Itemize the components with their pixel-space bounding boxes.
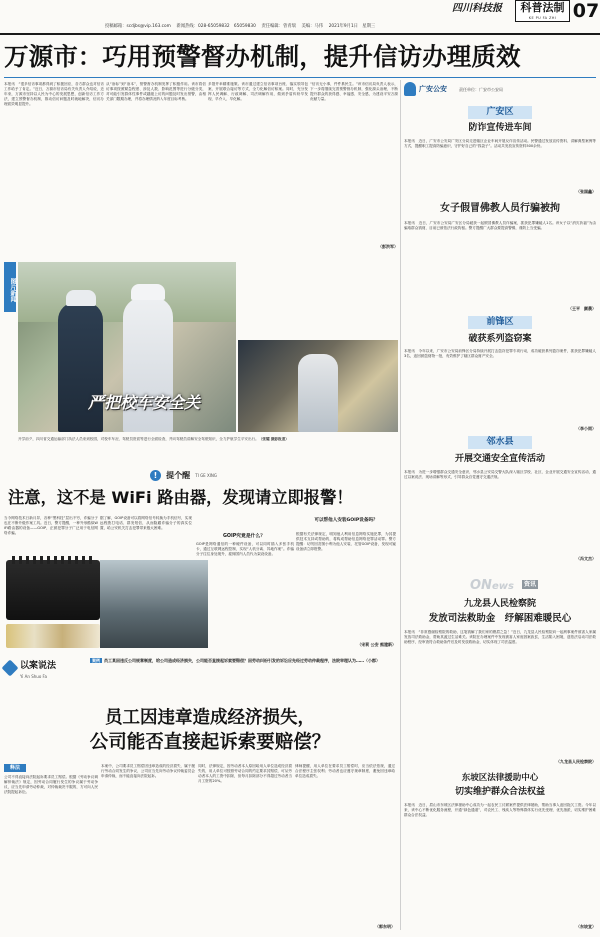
goip-device-image [6, 560, 100, 620]
sidebar-divider [400, 80, 401, 930]
news-logo-badge: 资讯 [524, 581, 537, 588]
news-h1-line-2: 发放司法救助金 纾解困难暖民心 [428, 613, 572, 624]
section-title: 科普法制 [520, 1, 565, 14]
case-author: （郭东明） [375, 924, 395, 929]
case-body-col-3: 同时，法律规定，因劳动者本人原因给用人单位造成经济损失的，用人单位可按照劳动合同的约定要求其赔偿，可从劳动者本人的工资中扣除，但每月扣除部分不得超过劳动者当月工资的20%。 [198, 764, 292, 784]
sidebar-brand-sub: 责任单位：广安市公安局 [459, 87, 503, 92]
page-number: 07 [572, 0, 600, 22]
sidebar-s2-title: 女子假冒佛教人员行骗被拘 [440, 203, 560, 214]
lead-body-col-4: “信访无小事，件件系民生。”该市信访局负责人表示，下一步将继续完善预警督办机制，强化源头治理，不断提升群众的获得感、幸福感、安全感，为建设平安万源贡献力量。 [310, 82, 398, 102]
news-h2-line-1: 东坡区法律援助中心 [461, 773, 539, 783]
photo-cap-right [131, 284, 165, 300]
news-h2-line-2: 切实维护群众合法权益 [454, 787, 545, 797]
section-pinyin: KE PU FA ZHI [528, 16, 557, 20]
news-s2-body: 本报讯 近日，眉山市东坡区法律援助中心成功为一起农民工讨薪案件提供法律援助，帮助当事人追回拖欠工资。今年以来，该中心不断优化服务流程，开通“绿色通道”，对农民工、残疾人等特殊群体实行优先受理、优先指派，切实维护困难群众合法权益。 [404, 803, 596, 818]
news-logo-on: ON [470, 578, 492, 593]
lead-rule [4, 77, 596, 78]
case-headline-2: 公司能否直接起诉索要赔偿？ [89, 732, 331, 753]
lead-body-col-3: 多措并举精准施策。该市通过建立信访事项台账、落实领导包案、开展联合接访等方式，全力化解信访积案。同时，充分发挥人民调解、行政调解、司法调解作用，做到矛盾纠纷早发现、早介入、早化解。 [208, 82, 308, 102]
photo-caption-text: 开学前夕，四川省交通运输部门执法人员来到校园，对校车车况、驾驶员资质等进行全面检查，并向驾驶员讲解安全驾驶知识，全力护航学生平安出行。 [18, 437, 259, 441]
sidebar-brand-title: 广安公安 [419, 85, 447, 93]
photo-overlay-text: 严把校车安全关 [88, 393, 201, 412]
police-badge-icon [404, 82, 416, 96]
case-label-box [4, 658, 74, 690]
lead-author: （彭洪军） [378, 244, 398, 249]
photo-main [18, 262, 236, 432]
email-label: 投稿邮箱：scdjbs@vip.163.com [105, 24, 171, 29]
masthead [0, 0, 600, 38]
editor-label: 责任编辑：曾青瑞 [261, 24, 296, 29]
wifi-subhead-1: GOIP究竟是什么？ [222, 534, 266, 539]
masthead-info-line [105, 23, 445, 31]
news-s1-author: （九龙县人民检察院） [556, 759, 596, 764]
case-label: 以案说法 [20, 661, 57, 671]
sidebar-s1-author: （张国鑫） [576, 189, 596, 194]
tip-kicker [150, 465, 270, 479]
sidebar-s4-author: （冯文杰） [576, 556, 596, 561]
goip-rack-image [100, 560, 208, 648]
photo-inset-figure [298, 354, 338, 432]
sidebar-brand [404, 80, 596, 100]
goip-sim-cards-image [6, 624, 100, 648]
sidebar-tag-guangan: 广安区 [468, 106, 532, 119]
masthead-rule [0, 33, 600, 35]
wifi-body-col-1: 当今网络技术日新月异，各种“黑科技”层出不穷，诈骗分子也在不断升级作案工具。近日，警方提醒，一种外形酷似WiFi路由器的设备——GOIP，正被犯罪分子广泛用于电信网络诈骗。 [4, 516, 98, 536]
designer-label: 美编：马伟 [301, 24, 324, 29]
case-intro-tag: 案例 [92, 658, 100, 663]
gavel-icon [2, 660, 19, 677]
case-headline-1: 员工因违章造成经济损失， [105, 708, 315, 728]
goip-antennas [12, 556, 94, 564]
wifi-body-col-2: 据了解，GOIP设备可以将网络信号转换为手机信号，实现远程拨打电话、群发短信，从而隐藏诈骗分子的真实位置，给公安机关打击犯罪带来极大困难。 [100, 516, 192, 531]
case-body-col-1: 公司不得直接向法院起诉要求员工赔偿。根据《劳动争议调解仲裁法》规定，因劳动合同履行发生的争议属于劳动争议，应当先申请劳动仲裁，对仲裁裁决不服的，方可向人民法院提起诉讼。 [4, 775, 98, 795]
tip-icon: ! [150, 470, 161, 481]
sidebar-s1-title: 防诈宣传进车间 [468, 123, 532, 133]
case-intro-text: 员工某因违反公司规章制度，给公司造成经济损失，公司能否直接起诉索要赔偿？因劳动纠纷引发的诉讼应先经过劳动仲裁程序，法院审理认为…… [104, 658, 364, 663]
tip-kicker-label: 提个醒 [166, 471, 191, 480]
case-body-col-4: 律师提醒，用人单位在要求员工赔偿时，应当依法依规，通过合法程序主张权利；劳动者也应遵守规章制度，避免因违章给单位造成损失。 [295, 764, 395, 779]
sidebar-s2-author: （王平 颜晨） [568, 306, 596, 311]
news-s1-body: 本报讯 “非常感谢检察院的救助，这笔钱解了我们家的燃眉之急！”近日，九龙县人民检察院向一起刑事案件被害人家属发放司法救助金，帮助其渡过生活难关。该院在办理案件中发现被害人家庭因案致贫，生活陷入困境，遂依法启动司法救助程序，经审查符合救助条件后及时发放救助金，切实体现了司法温度。 [404, 630, 596, 645]
photo-news-label-text: 图片新闻 [9, 277, 16, 302]
news-s2-author: （东坡宣） [576, 924, 596, 929]
sidebar-s4-title: 开展交通安全宣传活动 [454, 454, 545, 464]
sidebar-s4-body: 本报讯 为进一步增强群众交通安全意识，邻水县公安局交警大队深入辖区学校、社区、企业开展交通安全宣传活动，通过以案说法、现场讲解等形式，引导群众自觉遵守交通法规。 [404, 470, 596, 480]
wifi-headline: 注意，这不是 WiFi 路由器，发现请立即报警！ [8, 488, 353, 507]
wifi-body-col-4: 根据有关法律规定，明知他人利用信息网络实施犯罪，为其提供技术支持或帮助的，将构成帮助信息网络犯罪活动罪。警方提醒：切勿因贪图小利为他人安装、托管GOIP设备，发现可疑设备请立即报警。 [296, 532, 396, 552]
photo-cap-left [66, 290, 96, 306]
lead-headline: 万源市：巧用预警督办机制，提升信访办理质效 [4, 42, 521, 71]
sidebar-s3-title: 破获系列盗窃案 [468, 334, 532, 344]
paper-name: 四川科技报 [452, 3, 502, 14]
wifi-body-col-3: GOIP是网络通信的一种硬件设备，可以同时插入多张手机卡，通过互联网远程控制，实现“人机分离、异地作案”。诈骗分子往往身处境外，雇佣国内人员代为架设设备。 [196, 542, 294, 557]
news-logo [470, 574, 596, 592]
sidebar-s3-author: （李小雨） [576, 426, 596, 431]
photo-caption [18, 437, 398, 452]
sidebar-s1-body: 本报讯 近日，广安市公安局广安区分局走进辖区企业车间开展反诈宣传活动。民警通过发放宣传资料、讲解典型案例等方式，提醒职工提高防骗意识，守护好自己的“钱袋子”。活动共发放宣传资料500余份。 [404, 139, 596, 149]
sidebar-s2-body: 本报讯 近日，广安市公安局广安区分局破获一起假冒佛教人员诈骗案，抓获犯罪嫌疑人1名。该女子以“消灾祈福”为由骗取群众钱财，目前已被依法行政拘留。警方提醒广大群众要提高警惕，谨防上当受骗。 [404, 221, 596, 231]
news-logo-rest: ews [491, 581, 514, 592]
news-h1-line-1: 九龙县人民检察院 [463, 599, 536, 609]
photo-news-label [4, 262, 16, 312]
lead-body-col-1: 本报讯 “很多信访事项都得到了积极回应，各方群众也对信访工作给予了肯定。”近日，万源市信访局有关负责人介绍说，近年来，万源市坚持以人民为中心的发展思想，创新信访工作方法，建立预警督办机制，推动信访问题及时就地解决，信访办理质效明显提升。 [4, 82, 104, 107]
lead-body-col-2: 从“治标”到“治本”，预警督办机制发挥了积极作用。该市将信访事项按照紧急程度、涉及人数、影响范围等进行分级分类，对可能引发群体性事件或越级上访的问题及时发出预警，由相关部门限期办理，并将办理情况纳入年度目标考核。 [106, 82, 206, 102]
wifi-subhead-2: 可以帮他人安装GOIP设备吗？ [314, 518, 378, 523]
date-label: 2021年9月1日 星期三 [328, 24, 376, 29]
tip-kicker-pinyin: TI GE XING [195, 473, 217, 478]
wifi-author: （宋莉 公安 熊建新） [357, 642, 396, 647]
case-intro [90, 658, 396, 694]
sidebar-s3-body: 本报讯 今年以来，广安市公安局前锋区分局持续开展打击盗窃犯罪专项行动，成功破获系列盗窃案件，抓获犯罪嫌疑人3名，追回被盗财物一批，有效维护了辖区群众财产安全。 [404, 349, 596, 359]
case-label-pinyin: Yi An Shuo Fa [20, 674, 47, 679]
case-intro-author: （小郡） [364, 658, 380, 663]
photo-inset [238, 340, 398, 432]
case-analysis-tag: 释法 [4, 764, 26, 772]
section-box [515, 0, 570, 22]
sidebar-tag-qianfeng: 前锋区 [468, 316, 532, 329]
sidebar-tag-linshui: 邻水县 [468, 436, 532, 449]
case-body-col-2: 本案中，公司要求员工赔偿因违章造成的经济损失，属于履行劳动合同发生的争议，公司应当先向劳动争议仲裁委员会申请仲裁，而不能直接向法院起诉。 [101, 764, 195, 779]
hotline-label: 新闻热线：028-65059832 65059830 [176, 24, 256, 29]
photo-caption-author: （张耀 摄影报道） [258, 437, 289, 441]
